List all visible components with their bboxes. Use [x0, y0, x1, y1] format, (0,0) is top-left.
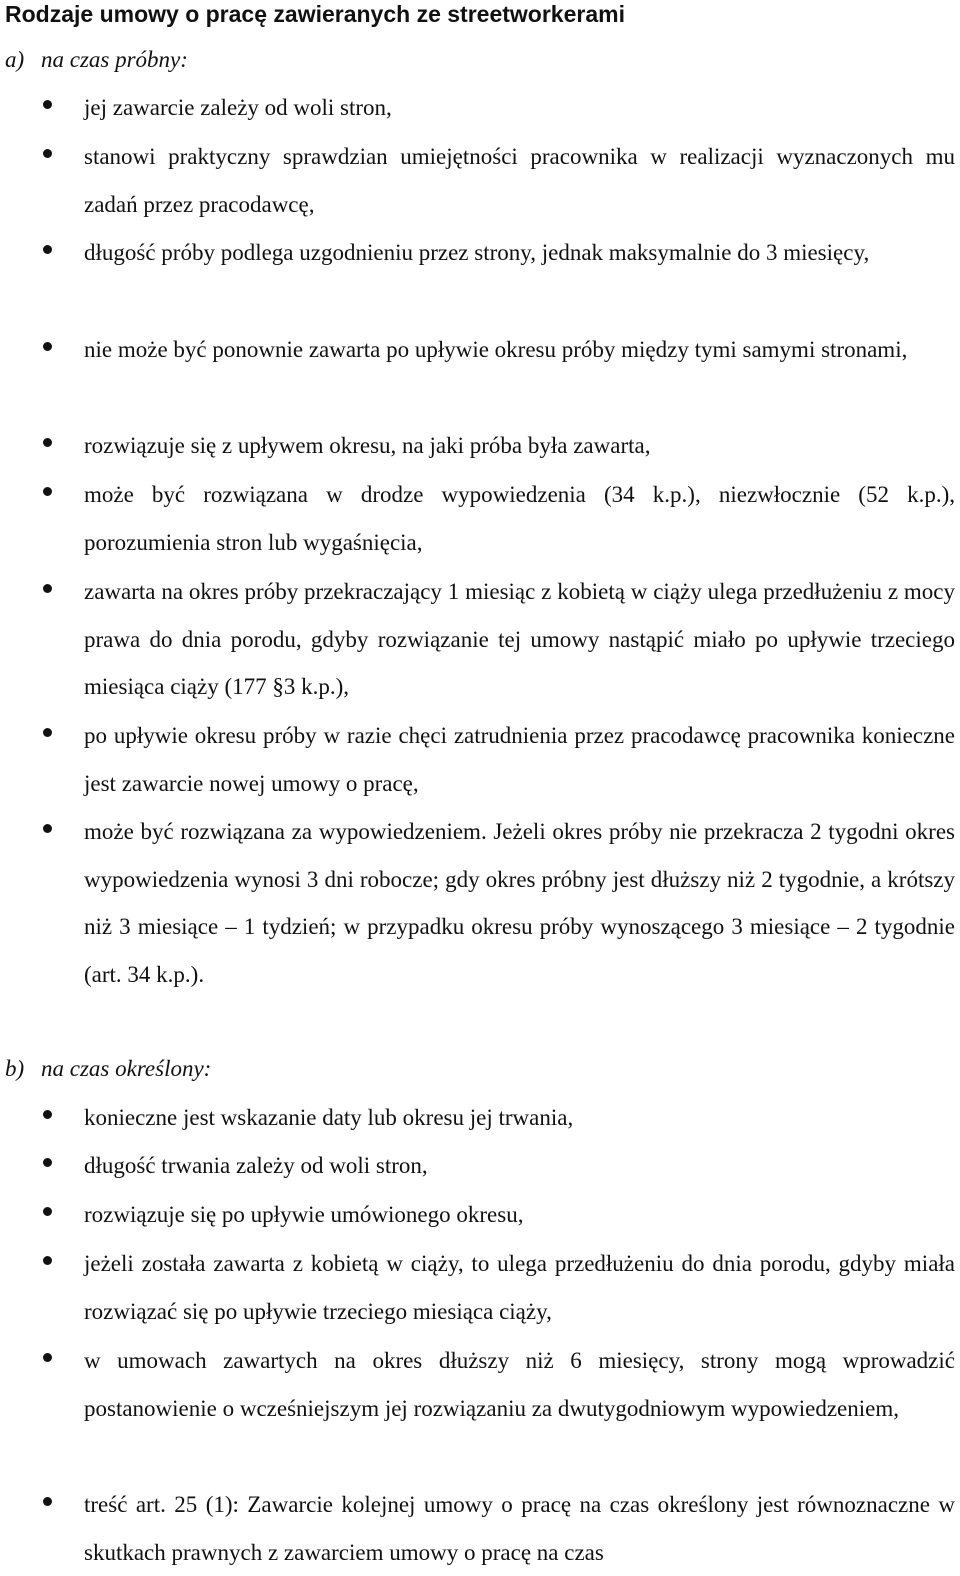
section-letter: a) — [5, 47, 25, 72]
bullet-icon — [43, 342, 52, 351]
bullet-icon — [43, 1256, 52, 1265]
bullet-icon — [43, 487, 52, 496]
list-item-text: długość trwania zależy od woli stron, — [84, 1153, 428, 1178]
list-item-text: jej zawarcie zależy od woli stron, — [84, 95, 392, 120]
list-item-text: w umowach zawartych na okres dłuższy niż 6 miesięcy, strony mogą wprowadzić postanowienie o wcześniejszym jej rozwiązaniu za dwutygodniowym wypowiedzeniem, — [84, 1348, 955, 1421]
list-item-text: po upływie okresu próby w razie chęci zatrudnienia przez pracodawcę pracownika konieczne jest zawarcie nowej umowy o pracę, — [84, 723, 955, 796]
bullet-icon — [43, 100, 52, 109]
list-item-text: zawarta na okres próby przekraczający 1 miesiąc z kobietą w ciąży ulega przedłużeniu z mocy prawa do dnia porodu, gdyby rozwiązanie tej umowy nastąpić miało po upływie trzeciego miesiąca ciąży (177 §3 k.p.), — [84, 579, 955, 700]
list-item-text: może być rozwiązana w drodze wypowiedzenia (34 k.p.), niezwłocznie (52 k.p.), porozumienia stron lub wygaśnięcia, — [84, 482, 955, 555]
bullet-icon — [43, 728, 52, 737]
list-item-text: stanowi praktyczny sprawdzian umiejętności pracownika w realizacji wyznaczonych mu zadań przez pracodawcę, — [84, 144, 955, 217]
bullet-icon — [43, 438, 52, 447]
section-letter: b) — [5, 1056, 25, 1081]
bullet-icon — [43, 245, 52, 254]
bullet-icon — [43, 824, 52, 833]
bullet-icon — [43, 149, 52, 158]
bullet-icon — [43, 1110, 52, 1119]
bullet-icon — [43, 1353, 52, 1362]
document-title: Rodzaje umowy o pracę zawieranych ze streetworkerami — [5, 1, 625, 27]
list-item-text: rozwiązuje się po upływie umówionego okresu, — [84, 1202, 524, 1227]
section-heading-b — [5, 1055, 211, 1083]
list-item-text: długość próby podlega uzgodnieniu przez strony, jednak maksymalnie do 3 miesięcy, — [84, 240, 870, 265]
list-item-text: jeżeli została zawarta z kobietą w ciąży, to ulega przedłużeniu do dnia porodu, gdyby miała rozwiązać się po upływie trzeciego miesiąca ciąży, — [84, 1251, 955, 1324]
bullet-icon — [43, 584, 52, 593]
bullet-icon — [43, 1497, 52, 1506]
list-item-text: konieczne jest wskazanie daty lub okresu jej trwania, — [84, 1105, 574, 1130]
section-label: na czas próbny: — [41, 47, 188, 72]
section-heading-a — [5, 46, 188, 74]
list-item-text: nie może być ponownie zawarta po upływie okresu próby między tymi samymi stronami, — [84, 337, 908, 362]
bullet-icon — [43, 1158, 52, 1167]
list-item-text: rozwiązuje się z upływem okresu, na jaki próba była zawarta, — [84, 433, 651, 458]
section-label: na czas określony: — [41, 1056, 212, 1081]
bullet-icon — [43, 1207, 52, 1216]
list-item-text: może być rozwiązana za wypowiedzeniem. Jeżeli okres próby nie przekracza 2 tygodni okres wypowiedzenia wynosi 3 dni robocze; gdy okres próbny jest dłuższy niż 2 tygodnie, a krótszy niż 3 miesiące – 1 tydzień; w przypadku okresu próby wynoszącego 3 miesiące – 2 tygodnie (art. 34 k.p.). — [84, 819, 955, 987]
list-item-text: treść art. 25 (1): Zawarcie kolejnej umowy o pracę na czas określony jest równoznaczne w skutkach prawnych z zawarciem umowy o pracę na czas — [84, 1492, 955, 1565]
